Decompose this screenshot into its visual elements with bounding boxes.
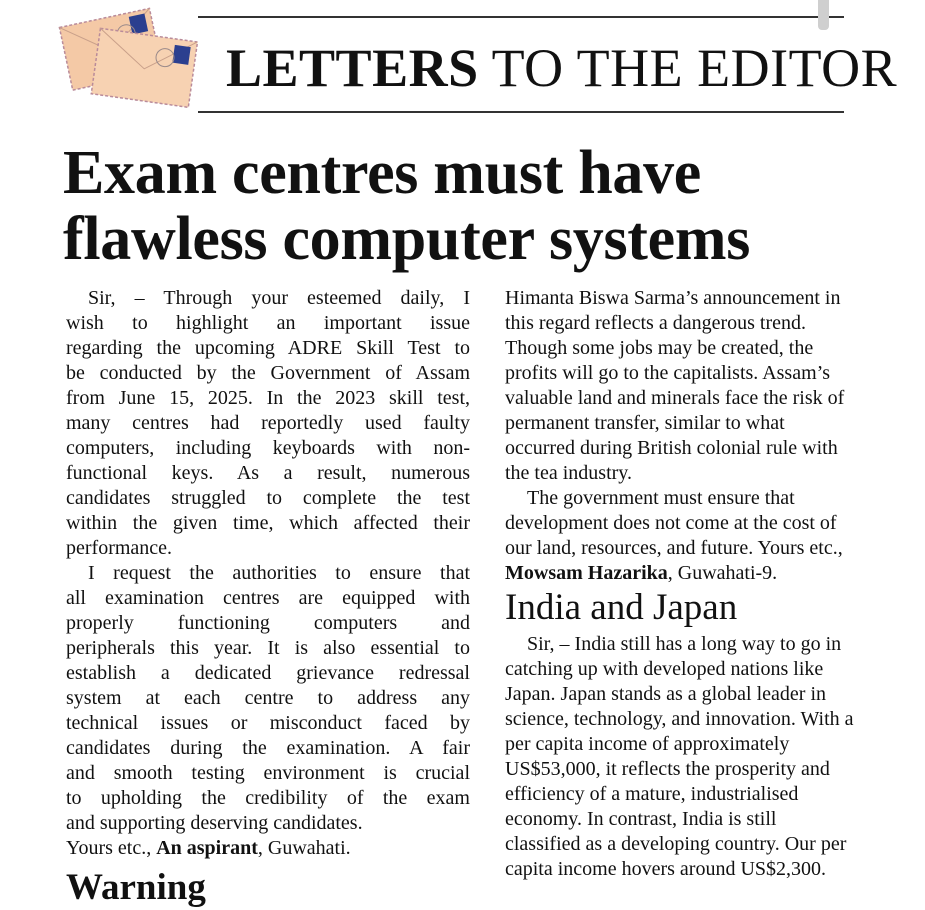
body-line: performance.: [66, 537, 173, 559]
author-name: Mowsam Hazarika: [505, 562, 668, 584]
body-line: wish to highlight an important issue: [66, 312, 470, 334]
headline-line: Exam centres must have: [63, 139, 702, 207]
letter-headline: [63, 140, 863, 272]
sign-prefix: Yours etc.,: [66, 837, 157, 859]
body-line: many centres had reportedly used faulty: [66, 412, 470, 434]
body-line: this regard reflects a dangerous trend.: [505, 312, 806, 334]
body-line: capita income hovers around US$2,300.: [505, 858, 827, 880]
letter-body-column-3: [505, 632, 925, 882]
body-line: properly functioning computers and: [66, 612, 470, 634]
body-line: efficiency of a mature, industrialised: [505, 783, 799, 805]
body-line: economy. In contrast, India is still: [505, 808, 777, 830]
body-line: permanent transfer, similar to what: [505, 412, 785, 434]
body-line: classified as a developing country. Our per: [505, 833, 847, 855]
body-line: US$53,000, it reflects the prosperity and: [505, 758, 830, 780]
body-line: I request the authorities to ensure that: [88, 562, 470, 584]
body-line: technical issues or misconduct faced by: [66, 712, 470, 734]
letter-body-column-2: [505, 286, 925, 586]
body-line: Sir, – India still has a long way to go in: [527, 633, 842, 655]
body-line: The government must ensure that: [527, 487, 795, 509]
envelope-icon: [58, 4, 200, 116]
author-name: An aspirant: [156, 837, 258, 859]
body-line: profits will go to the capitalists. Assam’s: [505, 362, 830, 384]
body-line: per capita income of approximately: [505, 733, 790, 755]
author-place: , Guwahati.: [257, 837, 351, 859]
body-line: Though some jobs may be created, the: [505, 337, 814, 359]
header-rule-top: [198, 16, 844, 18]
next-letter-heading: Warning: [66, 867, 206, 908]
section-title-rest: TO THE EDITOR: [478, 38, 898, 98]
section-title-bold: LETTERS: [226, 38, 479, 98]
body-line: and smooth testing environment is crucial: [66, 762, 470, 784]
body-line: candidates during the examination. A fair: [66, 737, 470, 759]
body-line: science, technology, and innovation. With a: [505, 708, 854, 730]
body-line: all examination centres are equipped with: [66, 587, 470, 609]
body-line: to upholding the credibility of the exam: [66, 787, 470, 809]
header-rule-bottom: [198, 111, 844, 113]
body-line: occurred during British colonial rule with: [505, 437, 838, 459]
body-line: within the given time, which affected their: [66, 512, 470, 534]
signature-line: [505, 561, 925, 586]
body-line: computers, including keyboards with non-: [66, 437, 470, 459]
body-line: Sir, – Through your esteemed daily, I: [88, 287, 470, 309]
body-line: be conducted by the Government of Assam: [66, 362, 470, 384]
signature-line: [66, 836, 470, 861]
letter-body-column-1: [66, 286, 470, 861]
body-line: and supporting deserving candidates.: [66, 812, 363, 834]
scrollbar-thumb[interactable]: [818, 0, 829, 30]
body-line: peripherals this year. It is also essential to: [66, 637, 470, 659]
body-line: establish a dedicated grievance redressal: [66, 662, 470, 684]
headline-line: flawless computer systems: [63, 205, 751, 273]
body-line: candidates struggled to complete the test: [66, 487, 470, 509]
body-line: functional keys. As a result, numerous: [66, 462, 470, 484]
body-line: catching up with developed nations like: [505, 658, 824, 680]
body-line: valuable land and minerals face the risk of: [505, 387, 845, 409]
author-place: , Guwahati-9.: [667, 562, 778, 584]
body-line: system at each centre to address any: [66, 687, 470, 709]
body-line: our land, resources, and future. Yours etc.,: [505, 537, 843, 559]
section-title: [226, 36, 897, 100]
body-line: Japan. Japan stands as a global leader in: [505, 683, 827, 705]
body-line: regarding the upcoming ADRE Skill Test to: [66, 337, 470, 359]
letter-subheading: India and Japan: [505, 587, 738, 628]
body-line: from June 15, 2025. In the 2023 skill test,: [66, 387, 470, 409]
body-line: development does not come at the cost of: [505, 512, 837, 534]
body-line: Himanta Biswa Sarma’s announcement in: [505, 287, 841, 309]
body-line: the tea industry.: [505, 462, 633, 484]
